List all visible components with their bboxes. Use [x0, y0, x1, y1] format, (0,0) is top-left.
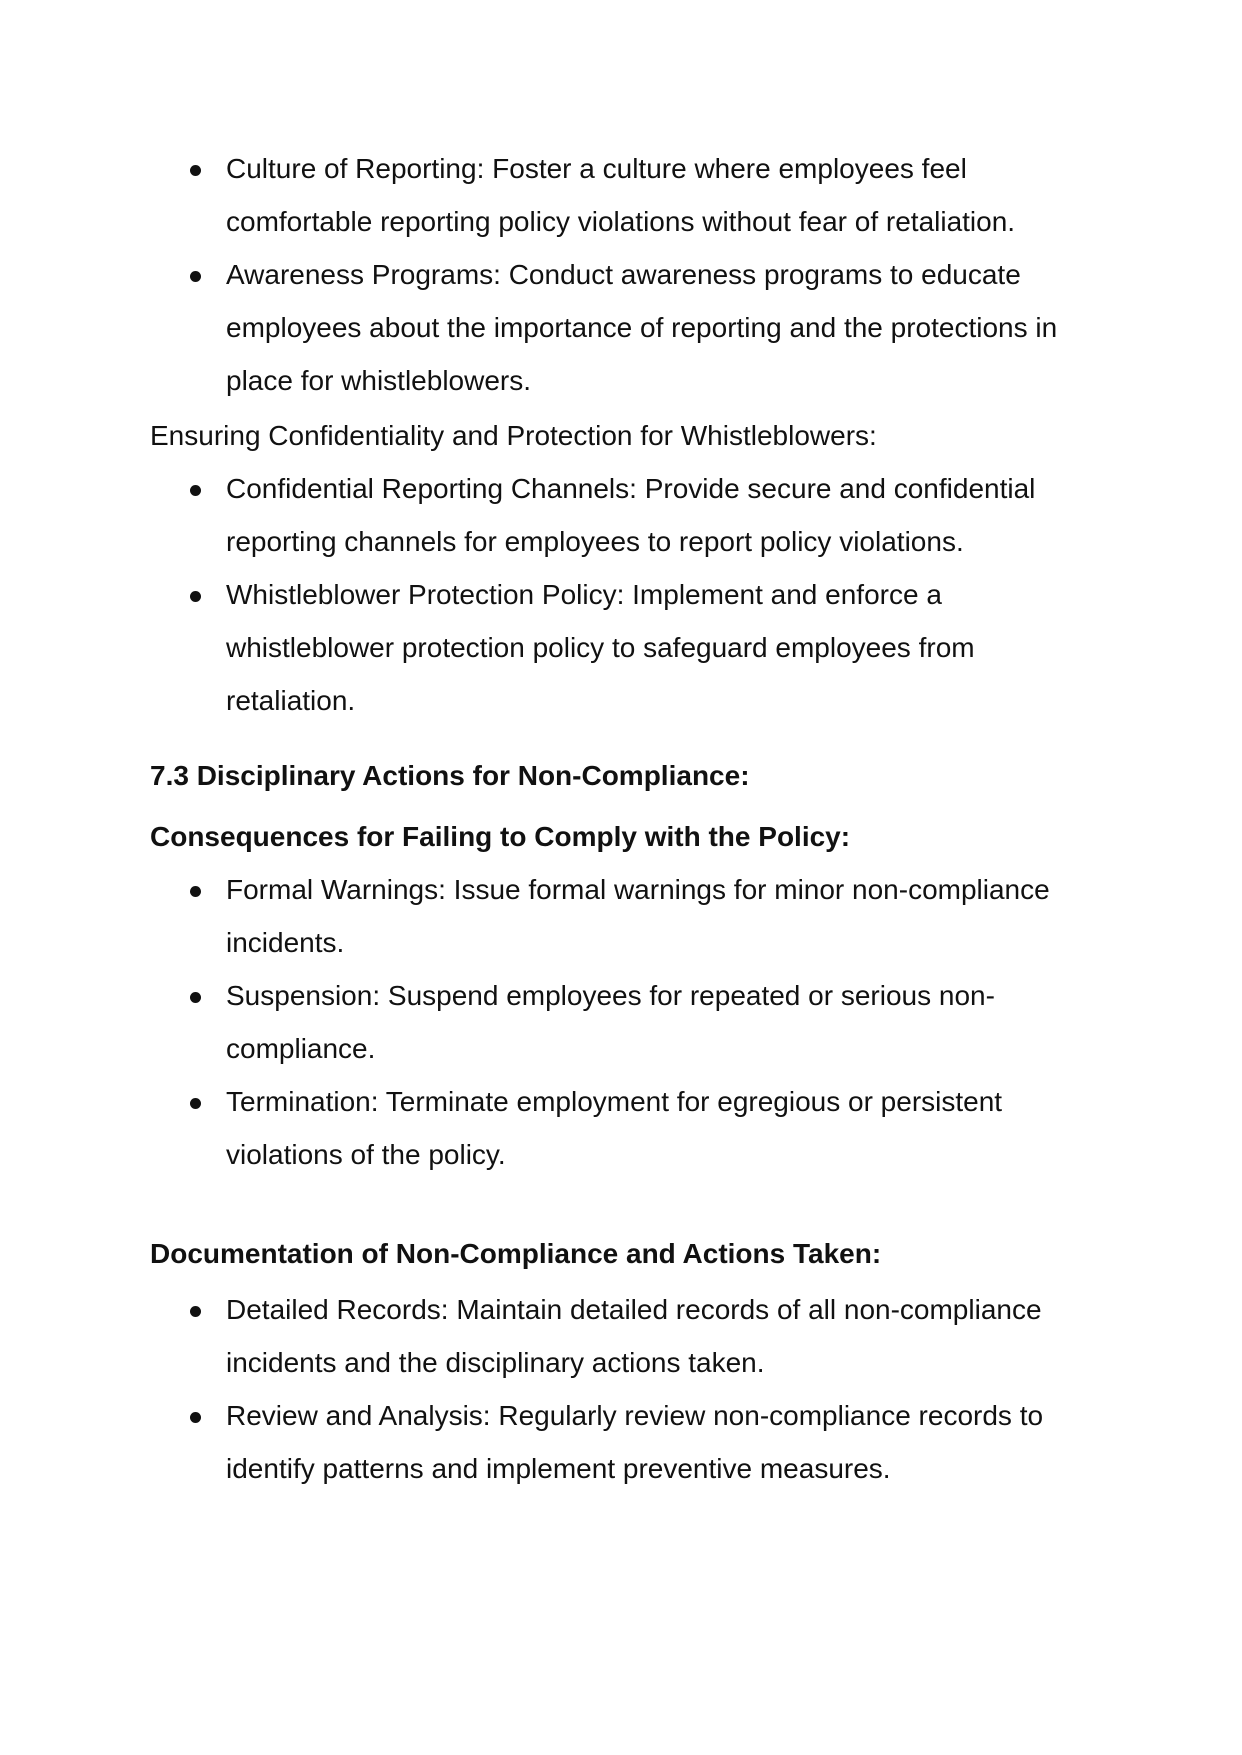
list-item-text: Awareness Programs: Conduct awareness programs to educate employees about the importance of reporting and the protections in place for whistleblowers. — [226, 259, 1058, 396]
bullet-dot-icon — [190, 1306, 201, 1317]
documentation-list-block — [150, 1283, 1110, 1495]
bullet-dot-icon — [190, 992, 201, 1003]
bullet-dot-icon — [190, 165, 201, 176]
bullet-dot-icon — [190, 591, 201, 602]
list-item — [150, 462, 1110, 568]
consequences-list-block — [150, 863, 1110, 1181]
list-item-text: Review and Analysis: Regularly review non-compliance records to identify patterns and implement preventive measures. — [226, 1400, 1044, 1484]
bullet-dot-icon — [190, 886, 201, 897]
bullet-dot-icon — [190, 485, 201, 496]
list-item-text: Confidential Reporting Channels: Provide secure and confidential reporting channels for employees to report policy violations. — [226, 473, 1036, 557]
list-item-text: Whistleblower Protection Policy: Implement and enforce a whistleblower protection policy to safeguard employees from retaliation. — [226, 579, 975, 716]
section-subheading: Consequences for Failing to Comply with the Policy: — [150, 821, 851, 852]
list-item-text: Culture of Reporting: Foster a culture where employees feel comfortable reporting policy violations without fear of retaliation. — [226, 153, 1016, 237]
bullet-dot-icon — [190, 1412, 201, 1423]
list-item — [150, 1283, 1110, 1389]
section-heading: 7.3 Disciplinary Actions for Non-Compliance: — [150, 760, 750, 791]
list-item — [150, 1389, 1110, 1495]
bullet-list — [150, 863, 1110, 1181]
list-item-text: Suspension: Suspend employees for repeated or serious non-compliance. — [226, 980, 995, 1064]
disciplinary-heading-block — [150, 756, 1110, 796]
section-subheading: Documentation of Non-Compliance and Actions Taken: — [150, 1238, 882, 1269]
bullet-list — [150, 1283, 1110, 1495]
list-item — [150, 1075, 1110, 1181]
consequences-block — [150, 817, 1110, 857]
list-item — [150, 568, 1110, 727]
bullet-dot-icon — [190, 1098, 201, 1109]
reporting-culture-block — [150, 142, 1110, 407]
whistleblower-protection-block — [150, 409, 1110, 727]
list-item-text: Formal Warnings: Issue formal warnings for minor non-compliance incidents. — [226, 874, 1050, 958]
bullet-list — [150, 142, 1110, 407]
bullet-list — [150, 462, 1110, 727]
list-item — [150, 863, 1110, 969]
list-item — [150, 969, 1110, 1075]
section-intro: Ensuring Confidentiality and Protection for Whistleblowers: — [150, 420, 877, 451]
documentation-block — [150, 1234, 1110, 1274]
list-item-text: Detailed Records: Maintain detailed records of all non-compliance incidents and the disciplinary actions taken. — [226, 1294, 1042, 1378]
list-item — [150, 142, 1110, 248]
list-item — [150, 248, 1110, 407]
bullet-dot-icon — [190, 271, 201, 282]
list-item-text: Termination: Terminate employment for egregious or persistent violations of the policy. — [226, 1086, 1003, 1170]
